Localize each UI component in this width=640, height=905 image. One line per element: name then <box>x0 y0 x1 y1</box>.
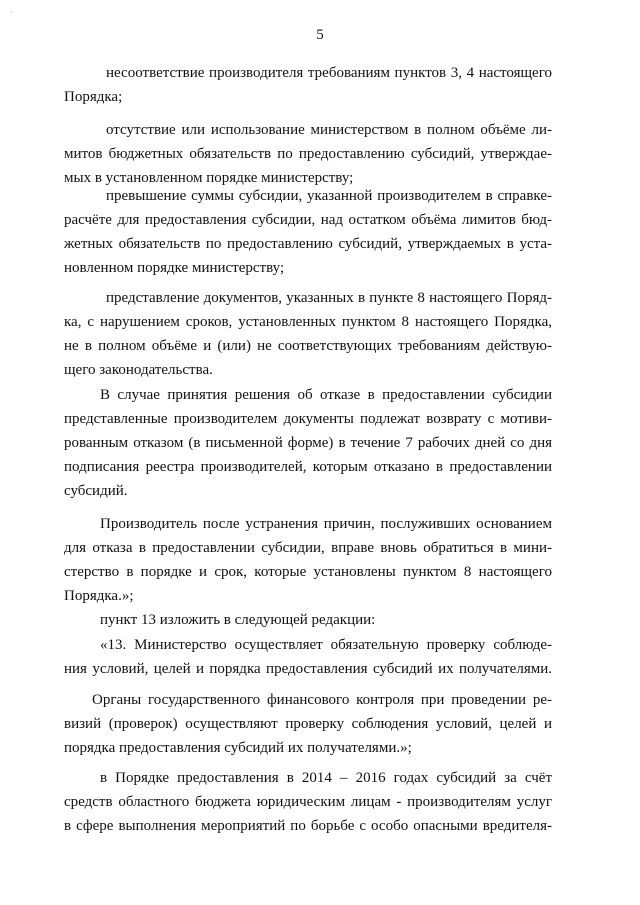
text-line: представление документов, указанных в пункте 8 настоящего Поряд- <box>106 290 552 306</box>
text-line: ния условий, целей и порядка предоставления субсидий их получателями. <box>64 661 552 677</box>
text-line: рованным отказом (в письменной форме) в течение 7 рабочих дней со дня <box>64 435 552 451</box>
text-line: новленном порядке министерству; <box>64 260 285 276</box>
text-line: Органы государственного финансового контроля при проведении ре- <box>92 692 552 708</box>
text-line: представленные производителем документы подлежат возврату с мотиви- <box>64 411 552 427</box>
text-line: жетных обязательств по предоставлению субсидий, утверждаемых в уста- <box>64 236 552 252</box>
text-line: субсидий. <box>64 483 128 499</box>
text-line: Порядка; <box>64 89 123 105</box>
text-line: средств областного бюджета юридическим лицам - производителям услуг <box>64 794 552 810</box>
text-line: Производитель после устранения причин, послуживших основанием <box>100 516 552 532</box>
text-line: превышение суммы субсидии, указанной производителем в справке- <box>106 188 552 204</box>
text-line: мых в установленном порядке министерству; <box>64 170 354 186</box>
text-line: митов бюджетных обязательств по предоставлению субсидий, утверждае- <box>64 146 552 162</box>
text-line: визий (проверок) осуществляют проверку соблюдения условий, целей и <box>64 716 552 732</box>
text-line: ка, с нарушением сроков, установленных пунктом 8 настоящего Порядка, <box>64 314 552 330</box>
page-number: 5 <box>316 27 324 43</box>
text-line: отсутствие или использование министерством в полном объёме ли- <box>106 122 552 138</box>
text-line: пункт 13 изложить в следующей редакции: <box>100 612 376 628</box>
text-line: В случае принятия решения об отказе в предоставлении субсидии <box>100 387 552 403</box>
text-line: расчёте для предоставления субсидии, над остатком объёма лимитов бюд- <box>64 212 552 228</box>
text-line: в сфере выполнения мероприятий по борьбе с особо опасными вредителя- <box>64 818 552 834</box>
text-line: в Порядке предоставления в 2014 – 2016 годах субсидий за счёт <box>100 770 552 786</box>
scan-corner-mark: · <box>10 8 13 17</box>
text-line: стерство в порядке и срок, которые установлены пунктом 8 настоящего <box>64 564 552 580</box>
text-line: Порядка.»; <box>64 588 134 604</box>
text-line: щего законодательства. <box>64 362 213 378</box>
text-line: подписания реестра производителей, которым отказано в предоставлении <box>64 459 552 475</box>
text-line: несоответствие производителя требованиям пунктов 3, 4 настоящего <box>106 65 552 81</box>
text-line: не в полном объёме и (или) не соответствующих требованиям действую- <box>64 338 552 354</box>
text-line: для отказа в предоставлении субсидии, вправе вновь обратиться в мини- <box>64 540 552 556</box>
text-line: «13. Министерство осуществляет обязательную проверку соблюде- <box>100 637 552 653</box>
text-line: порядка предоставления субсидий их получателями.»; <box>64 740 412 756</box>
